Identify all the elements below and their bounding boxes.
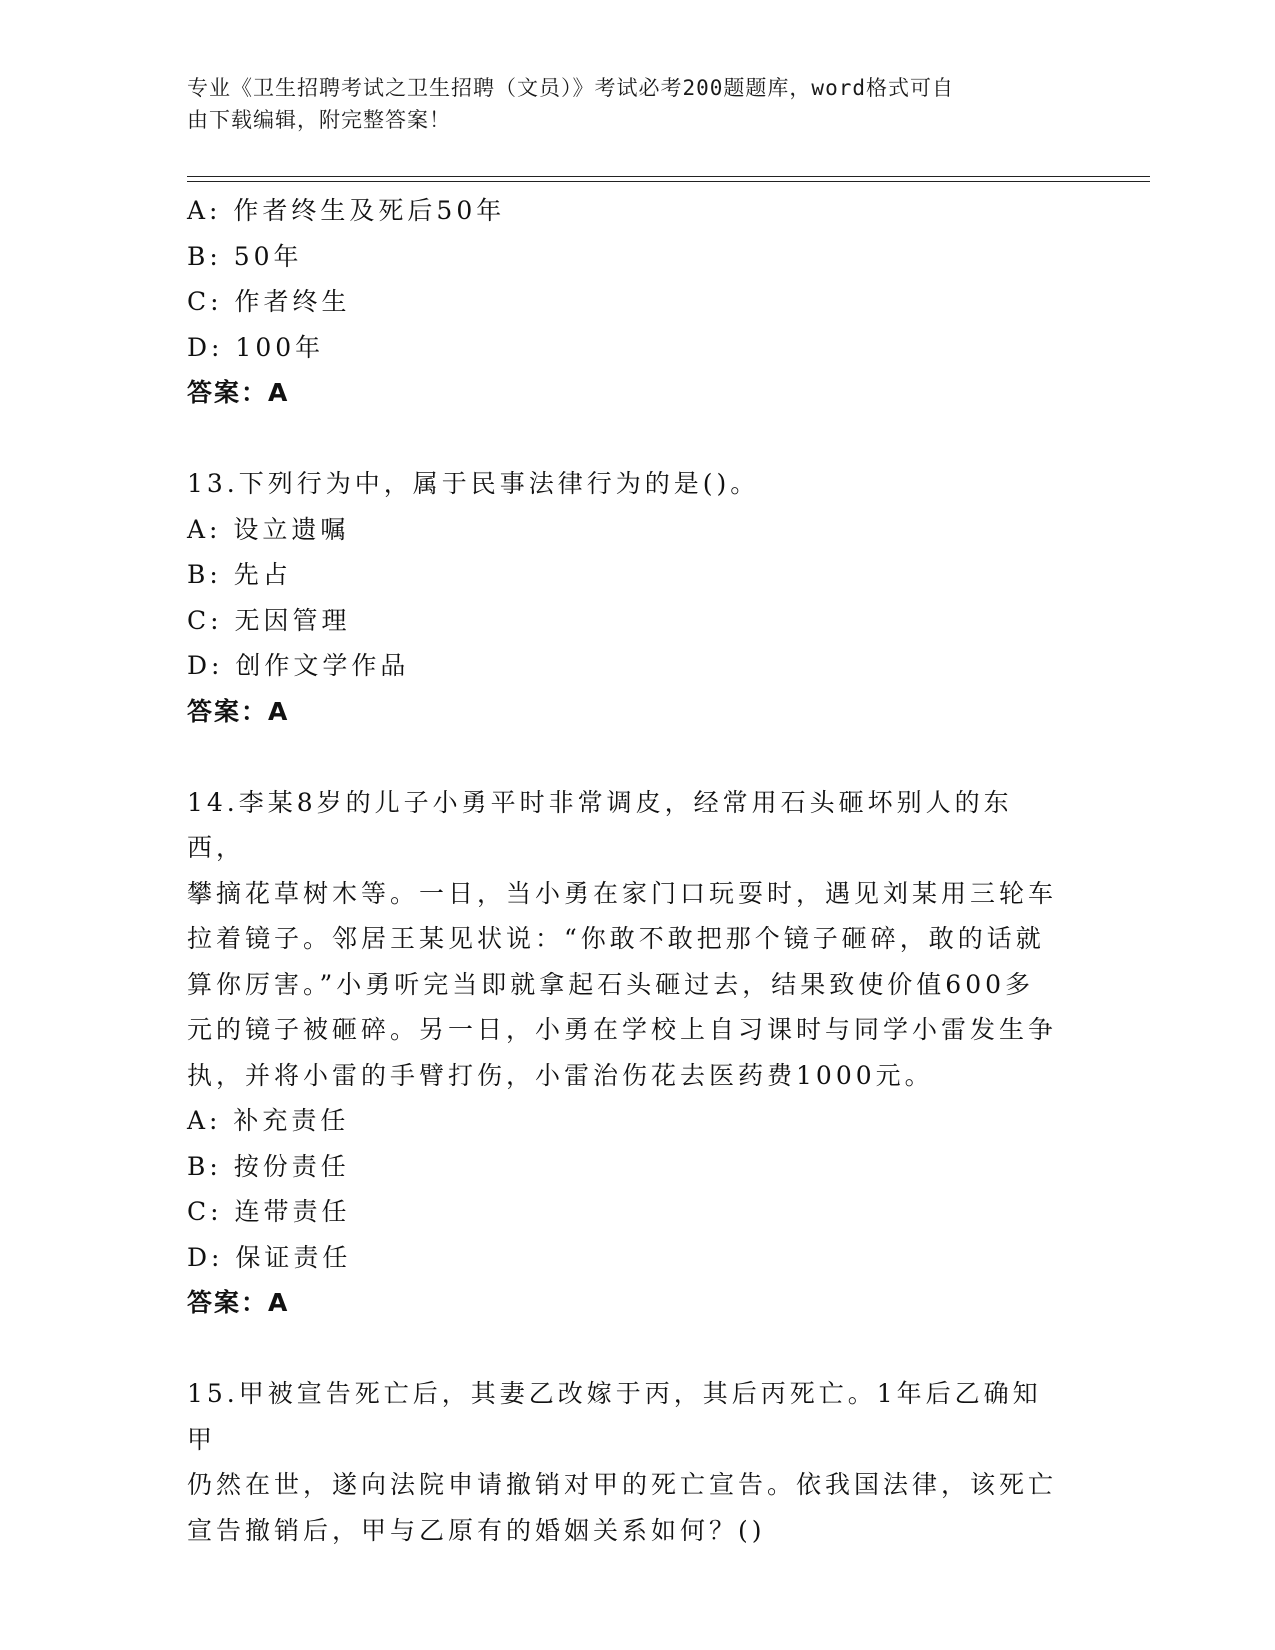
- question-stem-line: 元的镜子被砸碎。另一日，小勇在学校上自习课时与同学小雷发生争: [187, 1015, 1058, 1044]
- question-stem-line: 攀摘花草树木等。一日，当小勇在家门口玩耍时，遇见刘某用三轮车: [187, 878, 1058, 908]
- option-a: A: 设立遗嘱: [187, 514, 350, 544]
- question-13: [187, 461, 1067, 734]
- option-b: B: 按份责任: [187, 1151, 350, 1181]
- option-a: A: 作者终生及死后50年: [187, 196, 506, 225]
- header-line-1: 专业《卫生招聘考试之卫生招聘（文员）》考试必考200题题库，word格式可自: [187, 76, 954, 100]
- question-12: [187, 188, 1067, 416]
- header-rule-bottom: [187, 181, 1150, 182]
- option-c: C: 连带责任: [187, 1197, 351, 1226]
- option-d: D: 创作文学作品: [187, 651, 410, 680]
- header-line-2: 由下载编辑，附完整答案！: [187, 108, 451, 132]
- question-14: [187, 780, 1067, 1326]
- spacer: [187, 1326, 1067, 1372]
- question-stem-line: 14.李某8岁的儿子小勇平时非常调皮，经常用石头砸坏别人的东西，: [187, 787, 1013, 862]
- document-header: [187, 72, 1067, 136]
- option-a: A: 补充责任: [187, 1106, 350, 1135]
- answer: 答案：A: [187, 696, 290, 726]
- header-rule-top: [187, 176, 1150, 177]
- option-d: D: 100年: [187, 332, 325, 362]
- option-d: D: 保证责任: [187, 1242, 352, 1272]
- spacer: [187, 734, 1067, 780]
- question-15: [187, 1371, 1067, 1553]
- spacer: [187, 416, 1067, 462]
- answer: 答案：A: [187, 378, 290, 407]
- question-stem-line: 15.甲被宣告死亡后，其妻乙改嫁于丙，其后丙死亡。1年后乙确知甲: [187, 1379, 1042, 1454]
- question-stem-line: 算你厉害。”小勇听完当即就拿起石头砸过去，结果致使价值600多: [187, 969, 1035, 999]
- question-content: [187, 188, 1067, 1553]
- option-b: B: 50年: [187, 241, 303, 271]
- option-c: C: 作者终生: [187, 287, 351, 316]
- option-c: C: 无因管理: [187, 605, 351, 635]
- answer: 答案：A: [187, 1288, 290, 1317]
- question-stem-line: 执，并将小雷的手臂打伤，小雷治伤花去医药费1000元。: [187, 1060, 934, 1090]
- question-stem: 13.下列行为中，属于民事法律行为的是()。: [187, 469, 760, 498]
- option-b: B: 先占: [187, 560, 292, 589]
- question-stem-line: 仍然在世，遂向法院申请撤销对甲的死亡宣告。依我国法律，该死亡: [187, 1470, 1058, 1499]
- question-stem-line: 宣告撤销后，甲与乙原有的婚姻关系如何？(): [187, 1515, 766, 1545]
- question-stem-line: 拉着镜子。邻居王某见状说：“你敢不敢把那个镜子砸碎，敢的话就: [187, 924, 1045, 953]
